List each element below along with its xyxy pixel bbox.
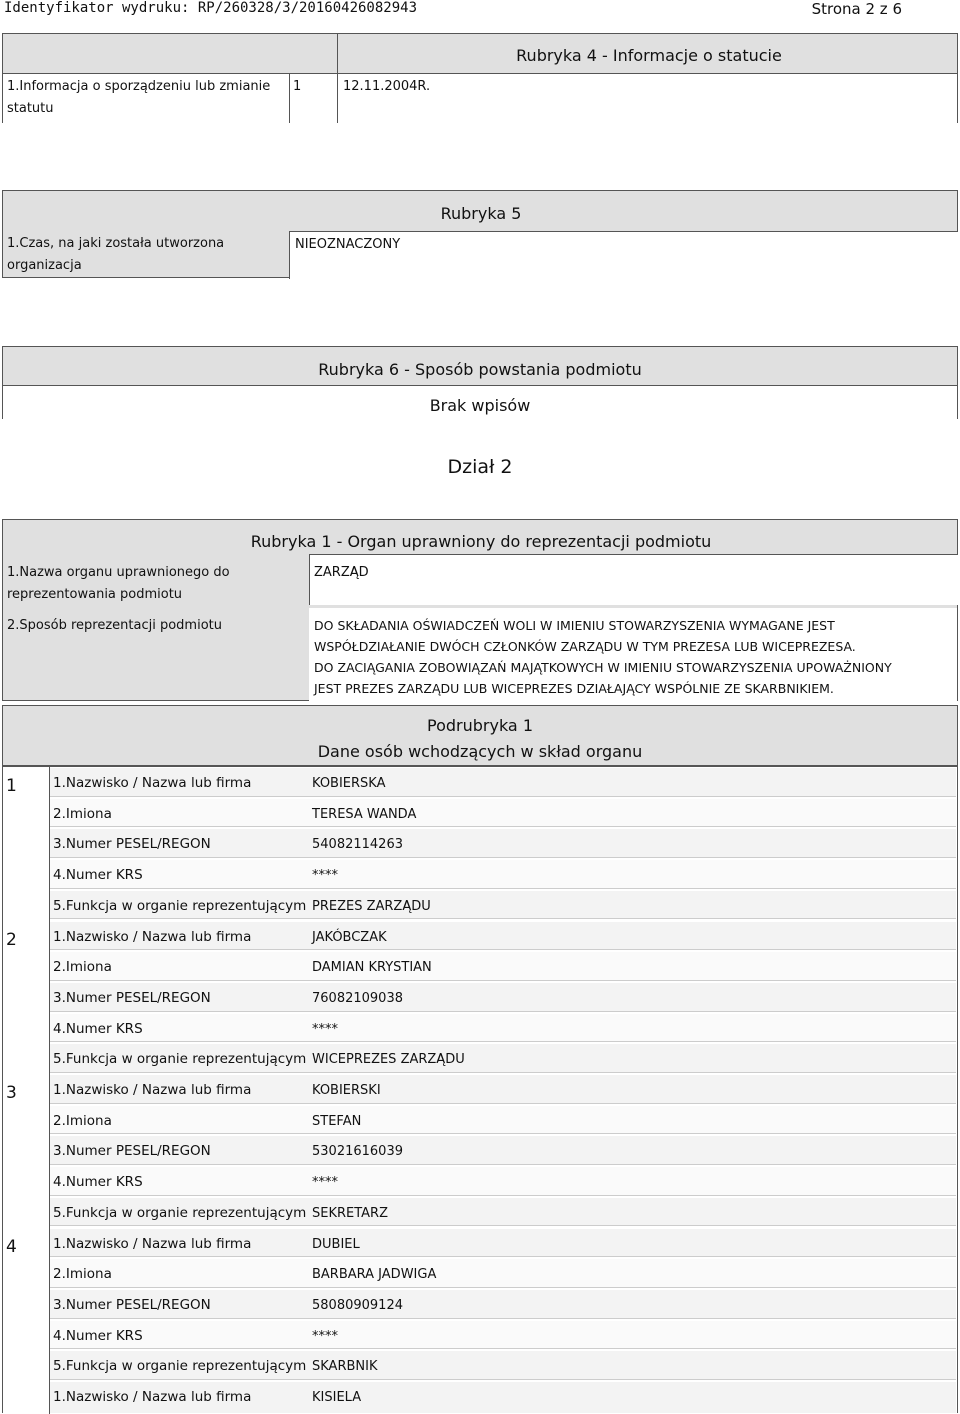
field-value-pesel: 53021616039 <box>312 1144 403 1160</box>
field-label-funkcja: 5.Funkcja w organie reprezentującym <box>53 1051 307 1068</box>
field-label-imiona: 2.Imiona <box>53 1266 112 1283</box>
divider <box>337 34 338 123</box>
field-label-pesel: 3.Numer PESEL/REGON <box>53 1143 211 1160</box>
print-identifier: Identyfikator wydruku: RP/260328/3/20160426082943 <box>4 0 418 16</box>
field-value-nazwisko: DUBIEL <box>312 1236 360 1252</box>
field-label-imiona: 2.Imiona <box>53 1112 112 1129</box>
rubryka5-section <box>2 190 958 278</box>
person-field-row <box>50 1321 956 1350</box>
field-value-funkcja: PREZES ZARZĄDU <box>312 898 431 914</box>
field-label-funkcja: 5.Funkcja w organie reprezentującym <box>53 897 307 914</box>
rubryka4-section <box>2 33 958 123</box>
field-label-nazwisko: 1.Nazwisko / Nazwa lub firma <box>53 775 252 791</box>
podrubryka-header <box>2 705 958 766</box>
section-heading: Dział 2 <box>447 456 513 478</box>
field-value-pesel: 58080909124 <box>312 1297 403 1313</box>
field-value-funkcja: SKARBNIK <box>312 1359 378 1375</box>
person-number: 2 <box>6 929 17 950</box>
page-number: Strona 2 z 6 <box>811 0 902 18</box>
field-value-imiona: DAMIAN KRYSTIAN <box>312 960 432 976</box>
field-label-nazwisko: 1.Nazwisko / Nazwa lub firma <box>53 1389 252 1405</box>
organ-value: ZARZĄD <box>314 565 369 580</box>
field-label-nazwisko: 1.Nazwisko / Nazwa lub firma <box>53 1235 252 1252</box>
organ-label: 1.Nazwa organu uprawnionego do reprezentowania podmiotu <box>7 565 230 602</box>
field-label-imiona: 2.Imiona <box>53 959 112 976</box>
person-field-row <box>50 1167 956 1196</box>
rubryka4-label: 1.Informacja o sporządzeniu lub zmianie statutu <box>7 79 271 116</box>
person-field-row <box>50 860 956 889</box>
field-label-imiona: 2.Imiona <box>53 805 112 822</box>
person-number: 3 <box>6 1083 17 1103</box>
sposob-label: 2.Sposób reprezentacji podmiotu <box>7 618 222 633</box>
person-field-row <box>50 1259 956 1288</box>
field-value-funkcja: WICEPREZES ZARZĄDU <box>312 1052 465 1068</box>
field-label-pesel: 3.Numer PESEL/REGON <box>53 836 211 853</box>
person-field-row <box>50 952 956 981</box>
rubryka5-value: NIEOZNACZONY <box>295 237 401 252</box>
rubryka6-section <box>2 346 958 419</box>
person-number: 1 <box>6 776 17 796</box>
sposob-value: DO SKŁADANIA OŚWIADCZEŃ WOLI W IMIENIU STOWARZYSZENIA WYMAGANE JEST WSPÓŁDZIAŁANIE DWÓCH CZŁONKÓW ZARZĄDU W TYM PREZESA LUB WICEPREZESA. DO ZACIĄGANIA ZOBOWIĄZAŃ MAJĄTKOWYCH W IMIENIU STOWARZYSZENIA UPOWAŻNIONY JEST PREZES ZARZĄDU LUB WICEPREZES DZIAŁAJĄCY WSPÓLNIE ZE SKARBNIKIEM. <box>314 618 892 696</box>
divider <box>289 73 290 123</box>
rubryka1-title: Rubryka 1 - Organ uprawniony do reprezentacji podmiotu <box>250 532 712 551</box>
field-value-nazwisko: JAKÓBCZAK <box>312 929 387 945</box>
field-label-funkcja: 5.Funkcja w organie reprezentującym <box>53 1204 307 1221</box>
field-value-imiona: STEFAN <box>312 1113 362 1129</box>
field-label-nazwisko: 1.Nazwisko / Nazwa lub firma <box>53 928 252 945</box>
rubryka5-title: Rubryka 5 <box>440 204 522 223</box>
rubryka1-section <box>2 519 958 701</box>
field-label-krs: 4.Numer KRS <box>53 1174 143 1191</box>
field-value-funkcja: SEKRETARZ <box>312 1205 389 1221</box>
person-number: 4 <box>6 1236 17 1257</box>
field-value-pesel: 54082114263 <box>312 837 403 853</box>
organ-value-cell <box>309 554 958 605</box>
field-label-pesel: 3.Numer PESEL/REGON <box>53 1296 211 1313</box>
rubryka4-entry-no: 1 <box>293 79 302 94</box>
field-label-krs: 4.Numer KRS <box>53 867 143 884</box>
field-value-nazwisko: KISIELA <box>312 1390 362 1405</box>
field-label-nazwisko: 1.Nazwisko / Nazwa lub firma <box>53 1082 252 1098</box>
field-label-pesel: 3.Numer PESEL/REGON <box>53 989 211 1006</box>
field-label-funkcja: 5.Funkcja w organie reprezentującym <box>53 1358 307 1375</box>
person-field-row <box>50 1106 956 1135</box>
rubryka4-value: 12.11.2004R. <box>343 79 431 94</box>
field-value-krs: **** <box>312 1175 338 1191</box>
field-value-imiona: BARBARA JADWIGA <box>312 1267 437 1283</box>
field-label-krs: 4.Numer KRS <box>53 1020 143 1037</box>
field-label-krs: 4.Numer KRS <box>53 1327 143 1344</box>
rubryka6-empty: Brak wpisów <box>429 396 531 415</box>
field-value-krs: **** <box>312 1328 338 1344</box>
field-value-krs: **** <box>312 1021 338 1037</box>
field-value-imiona: TERESA WANDA <box>312 806 417 822</box>
podrubryka-subtitle: Dane osób wchodzących w skład organu <box>317 742 643 761</box>
field-value-krs: **** <box>312 868 338 884</box>
podrubryka-title: Podrubryka 1 <box>427 716 533 735</box>
field-value-pesel: 76082109038 <box>312 990 403 1006</box>
rubryka4-title: Rubryka 4 - Informacje o statucie <box>516 46 782 65</box>
field-value-nazwisko: KOBIERSKI <box>312 1083 381 1098</box>
rubryka5-label: 1.Czas, na jaki została utworzona organizacja <box>7 236 225 273</box>
person-field-row <box>50 799 956 828</box>
rubryka6-title: Rubryka 6 - Sposób powstania podmiotu <box>318 360 642 379</box>
person-field-row <box>50 1014 956 1043</box>
field-value-nazwisko: KOBIERSKA <box>312 776 386 791</box>
